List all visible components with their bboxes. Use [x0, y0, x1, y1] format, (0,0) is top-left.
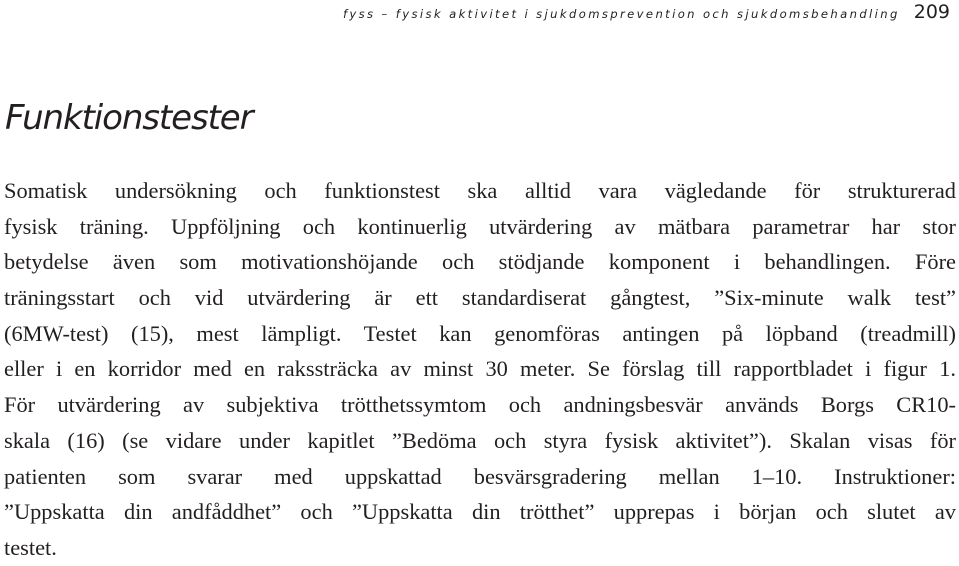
- paragraph-line: träningsstart och vid utvärdering är ett standardiserat gångtest, ”Six-minute walk test”: [4, 285, 956, 311]
- paragraph-line: betydelse även som motivationshöjande och stödjande komponent i behandlingen. Före: [4, 249, 956, 275]
- paragraph-line: Somatisk undersökning och funktionstest ska alltid vara vägledande för strukturerad: [4, 178, 956, 203]
- paragraph-line: testet.: [4, 534, 57, 560]
- running-header-title: fyss – fysisk aktivitet i sjukdomsprevention och sjukdomsbehandling: [342, 7, 900, 21]
- paragraph-line: patienten som svarar med uppskattad besvärsgradering mellan 1–10. Instruktioner:: [4, 463, 956, 489]
- paragraph-line: skala (16) (se vidare under kapitlet ”Bedöma och styra fysisk aktivitet”). Skalan visas för: [4, 427, 956, 453]
- page-number: 209: [913, 1, 950, 23]
- body-paragraph: [4, 173, 956, 566]
- running-header: [343, 0, 950, 26]
- paragraph-line: (6MW-test) (15), mest lämpligt. Testet kan genomföras antingen på löpband (treadmill): [4, 320, 956, 346]
- section-heading: Funktionstester: [5, 98, 253, 138]
- paragraph-line: fysisk träning. Uppföljning och kontinuerlig utvärdering av mätbara parametrar har stor: [4, 213, 956, 239]
- paragraph-line: eller i en korridor med en rakssträcka av minst 30 meter. Se förslag till rapportbladet i figur 1.: [4, 356, 956, 382]
- paragraph-line: För utvärdering av subjektiva trötthetssymtom och andningsbesvär används Borgs CR10-: [4, 392, 956, 418]
- paragraph-line: ”Uppskatta din andfåddhet” och ”Uppskatta din trötthet” upprepas i början och slutet av: [4, 499, 956, 525]
